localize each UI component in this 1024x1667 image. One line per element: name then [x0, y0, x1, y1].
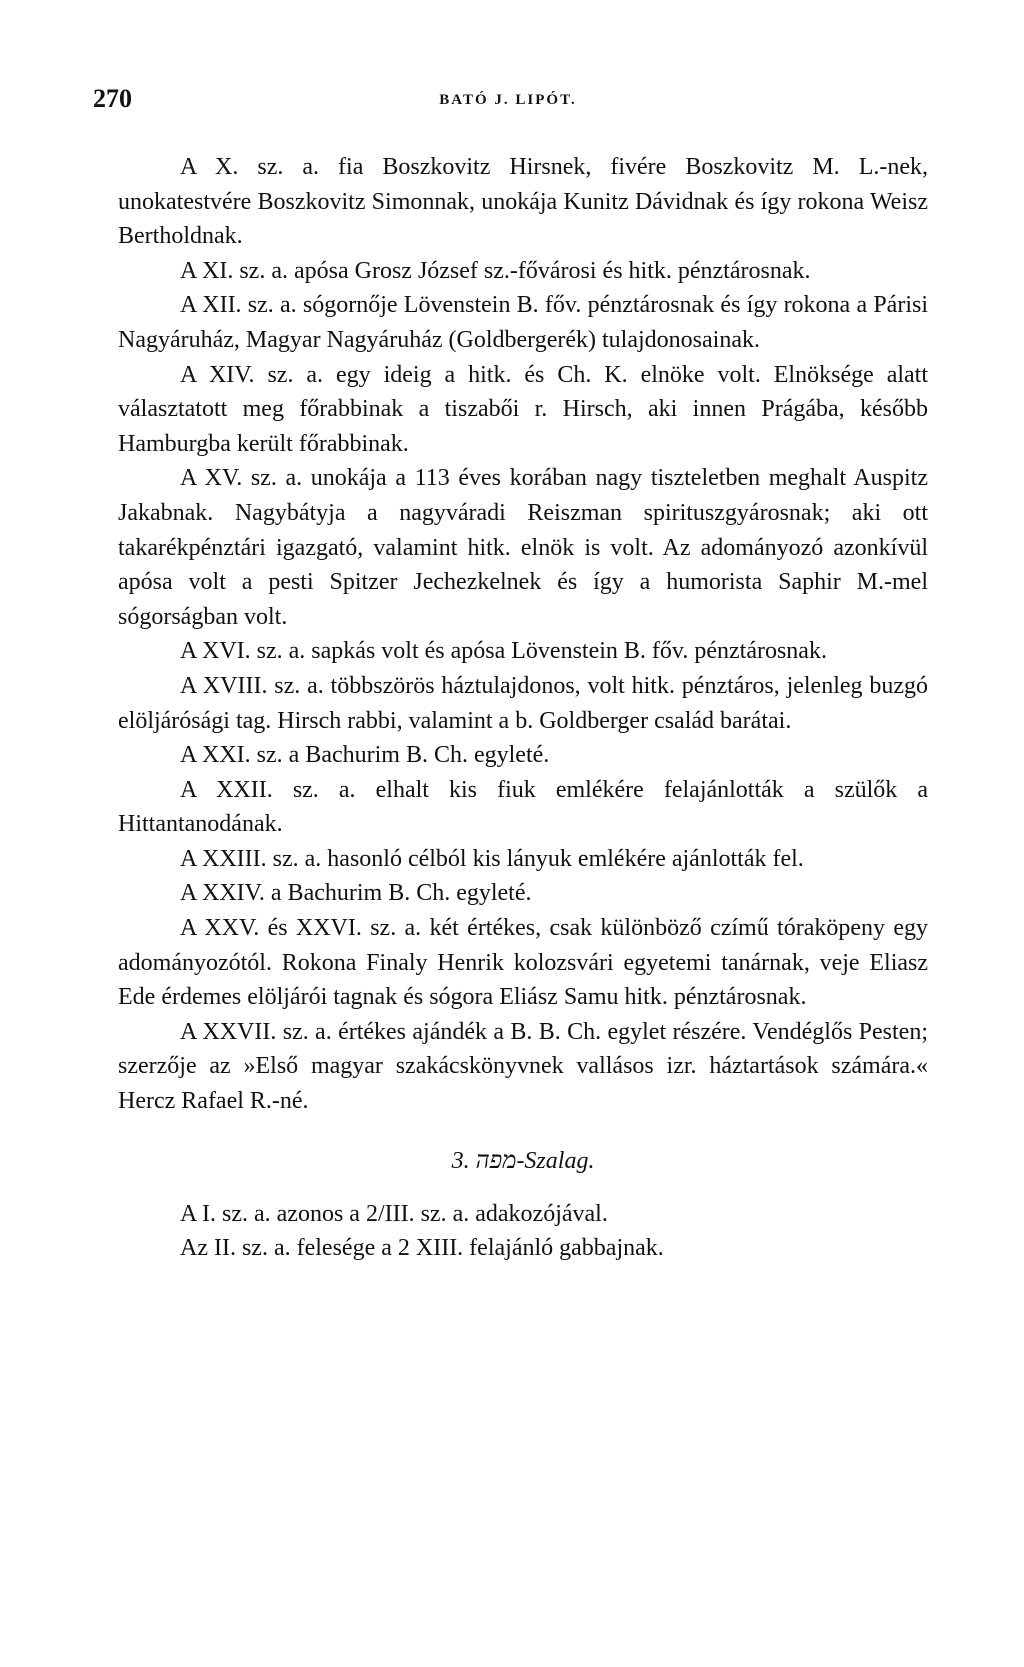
paragraph: A XXV. és XXVI. sz. a. két értékes, csak különböző czímű tóraköpeny egy adományozótól. Rokona Finaly Henrik kolozsvári egyetemi tanárnak, veje Eliasz Ede érdemes elöljárói tagnak és sógora Eliász Samu hitk. pénztárosnak. [118, 915, 928, 1011]
paragraph: A XXVII. sz. a. értékes ajándék a B. B. Ch. egylet részére. Vendéglős Pesten; szerzője az »Első magyar szakácskönyvnek vallásos izr. háztartások számára.« Hercz Rafael R.-né. [118, 1018, 928, 1115]
paragraph: A XXIII. sz. a. hasonló célból kis lányuk emlékére ajánlották fel. [180, 845, 804, 872]
section-paragraph: Az II. sz. a. felesége a 2 XIII. felajánló gabbajnak. [180, 1235, 664, 1262]
paragraph: A XXIV. a Bachurim B. Ch. egyleté. [180, 880, 532, 907]
paragraph: A XXII. sz. a. elhalt kis fiuk emlékére felajánlották a szülők a Hittantanodának. [118, 776, 928, 838]
paragraph: A XVIII. sz. a. többszörös háztulajdonos, volt hitk. pénztáros, jelenleg buzgó elöljárósági tag. Hirsch rabbi, valamint a b. Goldberger család barátai. [118, 672, 928, 734]
running-head: BATÓ J. LIPÓT. [439, 92, 577, 108]
paragraph: A X. sz. a. fia Boszkovitz Hirsnek, fivére Boszkovitz M. L.-nek, unokatestvére Boszkovitz Simonnak, unokája Kunitz Dávidnak és így rokona Weisz Bertholdnak. [118, 154, 928, 250]
paragraph: A XXI. sz. a Bachurim B. Ch. egyleté. [180, 742, 550, 769]
section-heading: 3. מפה-Szalag. [451, 1147, 595, 1174]
page-body [118, 150, 928, 1266]
page-number: 270 [93, 84, 132, 113]
page-header [93, 84, 923, 124]
paragraph: A XI. sz. a. apósa Grosz József sz.-fővárosi és hitk. pénztárosnak. [180, 257, 811, 284]
paragraph: A XV. sz. a. unokája a 113 éves korában nagy tiszteletben meghalt Auspitz Jakabnak. Nagybátyja a nagyváradi Reiszman spirituszgyárosnak; aki ott takarékpénztári igazgató, valamint hitk. elnök is volt. Az adományozó azonkívül apósa volt a pesti Spitzer Jechezkelnek és így a humorista Saphir M.-mel sógorságban volt. [118, 465, 928, 630]
paragraph: A XIV. sz. a. egy ideig a hitk. és Ch. K. elnöke volt. Elnöksége alatt választatott meg főrabbinak a tiszabői r. Hirsch, aki innen Prágába, később Hamburgba került főrabbinak. [118, 361, 928, 457]
paragraph: A XVI. sz. a. sapkás volt és apósa Lövenstein B. főv. pénztárosnak. [180, 638, 827, 665]
paragraph: A XII. sz. a. sógornője Lövenstein B. főv. pénztárosnak és így rokona a Párisi Nagyáruház, Magyar Nagyáruház (Goldbergerék) tulajdonosainak. [118, 292, 928, 353]
section-paragraph: A I. sz. a. azonos a 2/III. sz. a. adakozójával. [180, 1200, 608, 1227]
